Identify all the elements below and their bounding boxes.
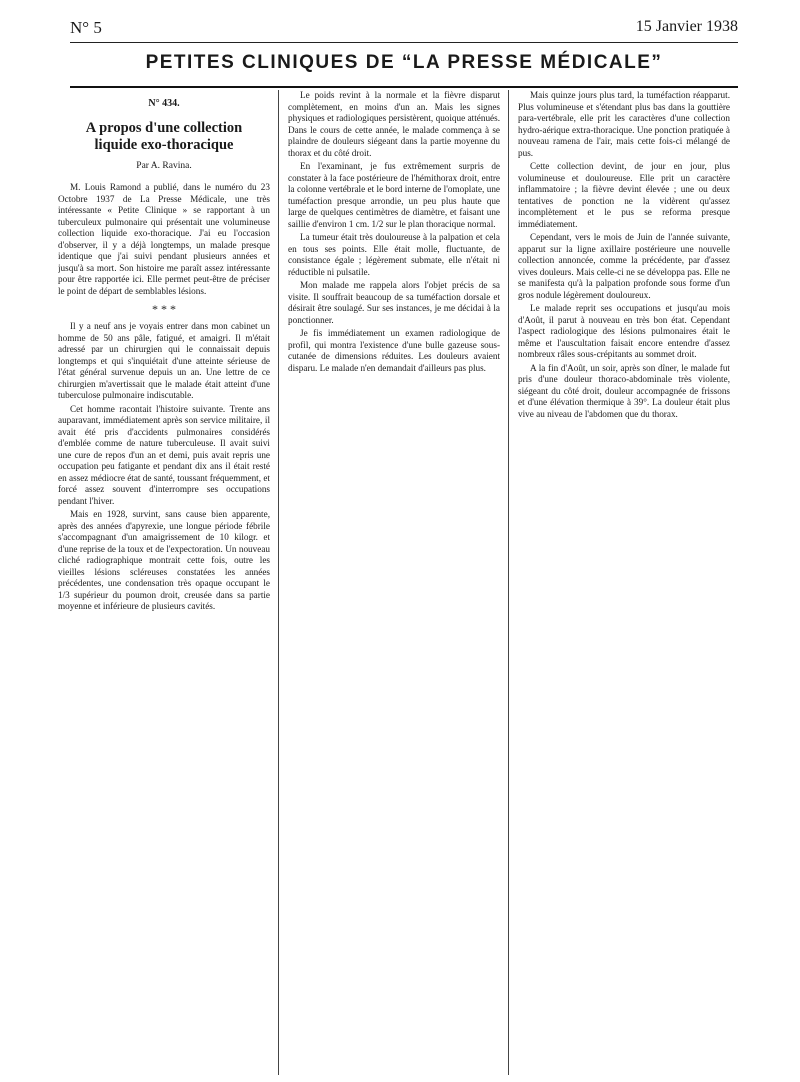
paragraph: Cependant, vers le mois de Juin de l'année suivante, apparut sur la ligne axillaire postérieure une nouvelle collection annoncée, comme la précédente, par d'assez vives douleurs. Mais celle-ci ne se développa pas. Elle ne se manifesta qu'à la palpation profonde sous forme d'un gros nodule légèrement douloureux. — [518, 232, 730, 300]
article-number: N° 434. — [148, 98, 180, 109]
article-byline: Par A. Ravina. — [136, 160, 192, 171]
section-separator: * * * — [152, 302, 176, 316]
paragraph: Il y a neuf ans je voyais entrer dans mon cabinet un homme de 50 ans pâle, fatigué, et amaigri. Il m'était adressé par un chirurgien qui le connaissait depuis longtemps et qui s'inquiétait d'une atteinte sérieuse de l'état général survenue depuis un an. Une lettre de ce chirurgien m'avertissait que le malade était atteint d'une tuberculose pulmonaire indiscutable. — [58, 321, 270, 400]
paragraph: Je fis immédiatement un examen radiologique de profil, qui montra l'existence d'une bulle gazeuse sous-cutanée de dimensions réduites. Les douleurs avaient disparu. Le malade n'en demandait d'ailleurs pas plus. — [288, 328, 500, 373]
page-header — [70, 18, 738, 40]
column-3 — [518, 90, 730, 1070]
paragraph: Mais en 1928, survint, sans cause bien apparente, après des années d'apyrexie, une longue période fébrile s'accompagnant d'un amaigrissement de 10 kilogr. et d'une reprise de la toux et de l'expectoration. Un nouveau cliché radiographique montrait cette fois, outre les vieilles lésions scléreuses constatées les années précédentes, une condensation très opaque occupant le 1/3 supérieur du poumon droit, creusée dans sa partie moyenne et inférieure de plusieurs cavités. — [58, 509, 270, 611]
issue-date: 15 Janvier 1938 — [635, 18, 738, 35]
issue-number: N° 5 — [70, 18, 102, 37]
column-divider — [278, 90, 279, 1075]
paragraph: Cet homme racontait l'histoire suivante. Trente ans auparavant, immédiatement après son service militaire, il avait été pris d'accidents pulmonaires considérés d'emblée comme de nature tuberculeuse. Il avait suivi une cure de repos d'un an et demi, puis avait repris une occupation peu fatigante et pendant dix ans il était resté en assez médiocre état de santé, toussant fréquemment, et forcé assez souvent d'interrompre ses occupations pendant l'hiver. — [58, 403, 270, 506]
paragraph: A la fin d'Août, un soir, après son dîner, le malade fut pris d'une douleur thoraco-abdominale très violente, siégeant du côté droit, douleur accompagnée de frissons et d'une élévation thermique à 39°. La douleur était plus vive au niveau de l'abdomen que du thorax. — [518, 362, 730, 419]
paragraph: Le malade reprit ses occupations et jusqu'au mois d'Août, il parut à nouveau en très bon état. Cependant l'aspect radiologique des lésions pulmonaires était le même et l'auscultation faisait encore entendre d'assez nombreux râles sous-crépitants au sommet droit. — [518, 303, 730, 359]
paragraph: La tumeur était très douloureuse à la palpation et cela en tous ses points. Elle était molle, fluctuante, de consistance égale ; légèrement submate, elle n'était ni réductible ni pulsatile. — [288, 232, 500, 277]
paragraph: M. Louis Ramond a publié, dans le numéro du 23 Octobre 1937 de La Presse Médicale, une très intéressante « Petite Clinique » se rapportant à un tuberculeux pulmonaire qui présentait une volumineuse collection liquide exo-thoracique. J'ai eu l'occasion d'observer, il y a déjà longtemps, un malade presque identique que j'ai suivi pendant plusieurs années et jusqu'à sa mort. Son histoire me paraît assez intéressante pour être rapportée ici. Elle permet peut-être de préciser le point de départ de semblables lésions. — [58, 182, 270, 296]
paragraph: Mon malade me rappela alors l'objet précis de sa visite. Il souffrait beaucoup de sa tuméfaction dorsale et désirait être soulagé. Sur ses instances, je me décidai à la ponctionner. — [288, 280, 500, 325]
header-rule — [70, 42, 738, 43]
paragraph: Cette collection devint, de jour en jour, plus volumineuse et douloureuse. Elle prit un caractère inflammatoire ; la fièvre devint élevée ; une ou deux tentatives de ponction ne la vidèrent qu'assez incomplètement et le pus se reforma presque immédiatement. — [518, 161, 730, 229]
column-2 — [288, 90, 500, 1070]
masthead-rule — [70, 86, 738, 88]
column-1 — [58, 90, 270, 1070]
column-divider — [508, 90, 509, 1075]
masthead: PETITES CLINIQUES DE “LA PRESSE MÉDICALE” — [145, 52, 663, 73]
paragraph: Le poids revint à la normale et la fièvre disparut complètement, en moins d'un an. Mais les signes physiques et radiologiques persistèrent, quoique atténués. Dans le cours de cette année, le malade commença à se plaindre de douleurs siégeant dans la partie moyenne du thorax et du côté droit. — [288, 90, 500, 158]
paragraph: Mais quinze jours plus tard, la tuméfaction réapparut. Plus volumineuse et s'étendant plus bas dans la gouttière para-vertébrale, elle prit les caractères d'une collection hydro-aérique extra-thoracique. Une ponction pratiquée à nouveau ramena de l'air, mais cette fois-ci mélangé de pus. — [518, 90, 730, 158]
paragraph: En l'examinant, je fus extrêmement surpris de constater à la face postérieure de l'hémithorax droit, entre la colonne vertébrale et le bord interne de l'omoplate, une tuméfaction presque arrondie, un peu plus haute que large de quelques centimètres de diamètre, et faisant une saillie d'environ 1 cm. 1/2 sur le plan thoracique normal. — [288, 161, 500, 229]
article-title: A propos d'une collection liquide exo-thoracique — [85, 119, 243, 153]
